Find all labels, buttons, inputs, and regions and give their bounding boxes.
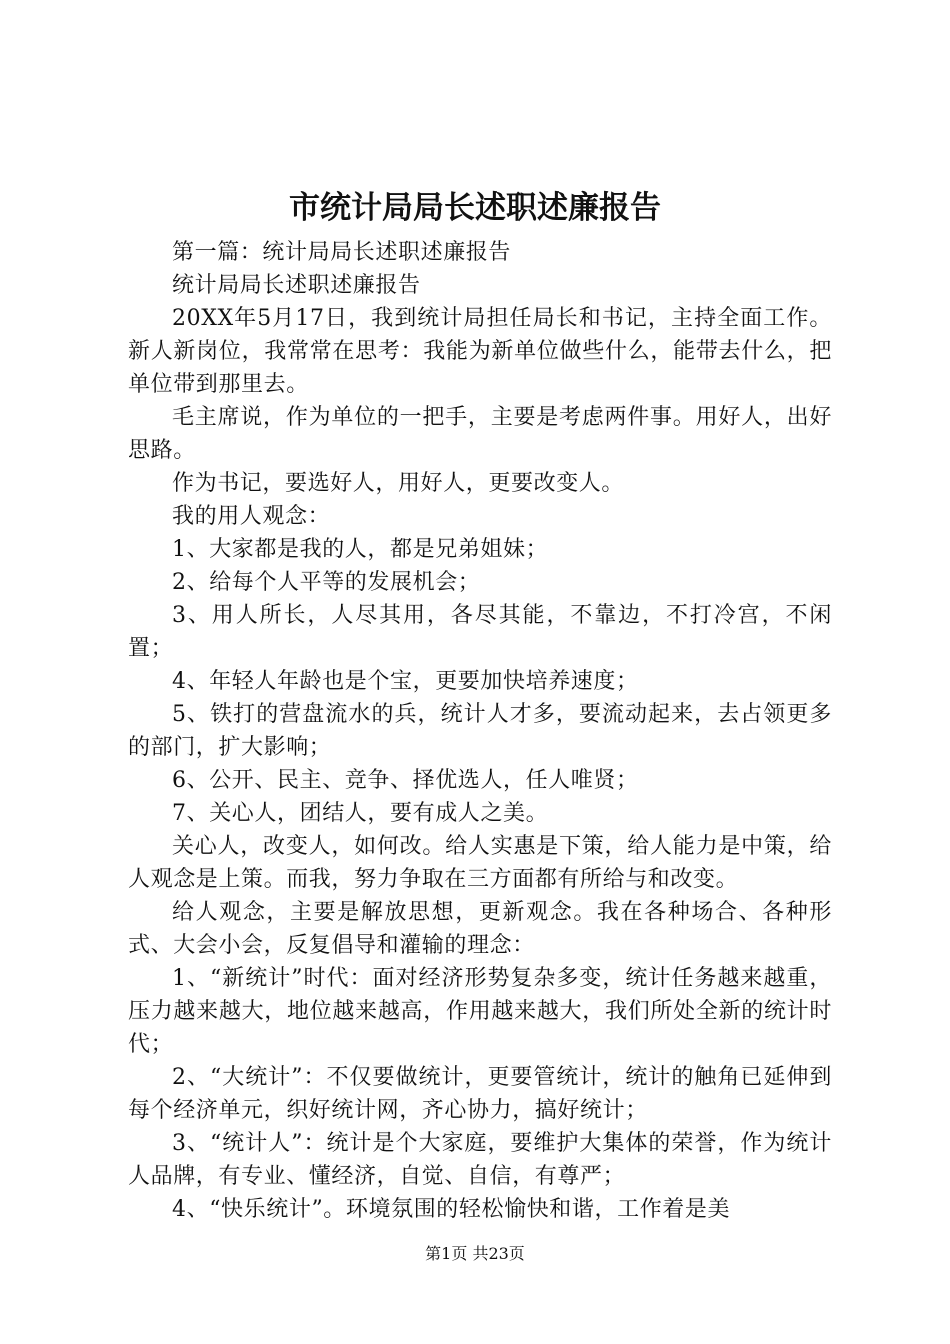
paragraph: 我的用人观念：: [172, 504, 331, 529]
paragraph: 3、“统计人”：统计是个大家庭，要维护大集体的荣誉，作为统计人品牌，有专业、懂经济，自觉、自信，有尊严；: [128, 1131, 832, 1189]
paragraph: 20XX年5月17日，我到统计局担任局长和书记，主持全面工作。新人新岗位，我常常在思考：我能为新单位做些什么，能带去什么，把单位带到那里去。: [128, 306, 832, 397]
document-body: [128, 236, 832, 1226]
paragraph: 给人观念，主要是解放思想，更新观念。我在各种场合、各种形式、大会小会，反复倡导和灌输的理念：: [128, 900, 832, 958]
paragraph: 4、“快乐统计”。环境氛围的轻松愉快和谐，工作着是美: [172, 1197, 731, 1222]
paragraph: 2、给每个人平等的发展机会；: [172, 570, 481, 595]
paragraph: 3、用人所长，人尽其用，各尽其能，不靠边，不打冷宫，不闲置；: [128, 603, 832, 661]
document-title: 市统计局局长述职述廉报告: [289, 190, 661, 226]
paragraph: 关心人，改变人，如何改。给人实惠是下策，给人能力是中策，给人观念是上策。而我，努力争取在三方面都有所给与和改变。: [128, 834, 832, 892]
paragraph: 作为书记，要选好人，用好人，更要改变人。: [172, 471, 625, 496]
paragraph: 2、“大统计”：不仅要做统计，更要管统计，统计的触角已延伸到每个经济单元，织好统计网，齐心协力，搞好统计；: [128, 1065, 832, 1123]
page-footer: 第1页 共23页: [425, 1244, 525, 1263]
paragraph: 7、关心人，团结人，要有成人之美。: [172, 801, 549, 826]
paragraph: 5、铁打的营盘流水的兵，统计人才多，要流动起来，去占领更多的部门，扩大影响；: [128, 702, 832, 760]
paragraph: 统计局局长述职述廉报告: [172, 273, 421, 298]
paragraph: 4、年轻人年龄也是个宝，更要加快培养速度；: [172, 669, 639, 694]
paragraph: 毛主席说，作为单位的一把手，主要是考虑两件事。用好人，出好思路。: [128, 405, 832, 463]
paragraph: 6、公开、民主、竞争、择优选人，任人唯贤；: [172, 768, 639, 793]
paragraph: 1、大家都是我的人，都是兄弟姐妹；: [172, 537, 549, 562]
paragraph: 第一篇：统计局局长述职述廉报告: [172, 240, 512, 265]
paragraph: 1、“新统计”时代：面对经济形势复杂多变，统计任务越来越重，压力越来越大，地位越来越高，作用越来越大，我们所处全新的统计时代；: [128, 966, 832, 1057]
